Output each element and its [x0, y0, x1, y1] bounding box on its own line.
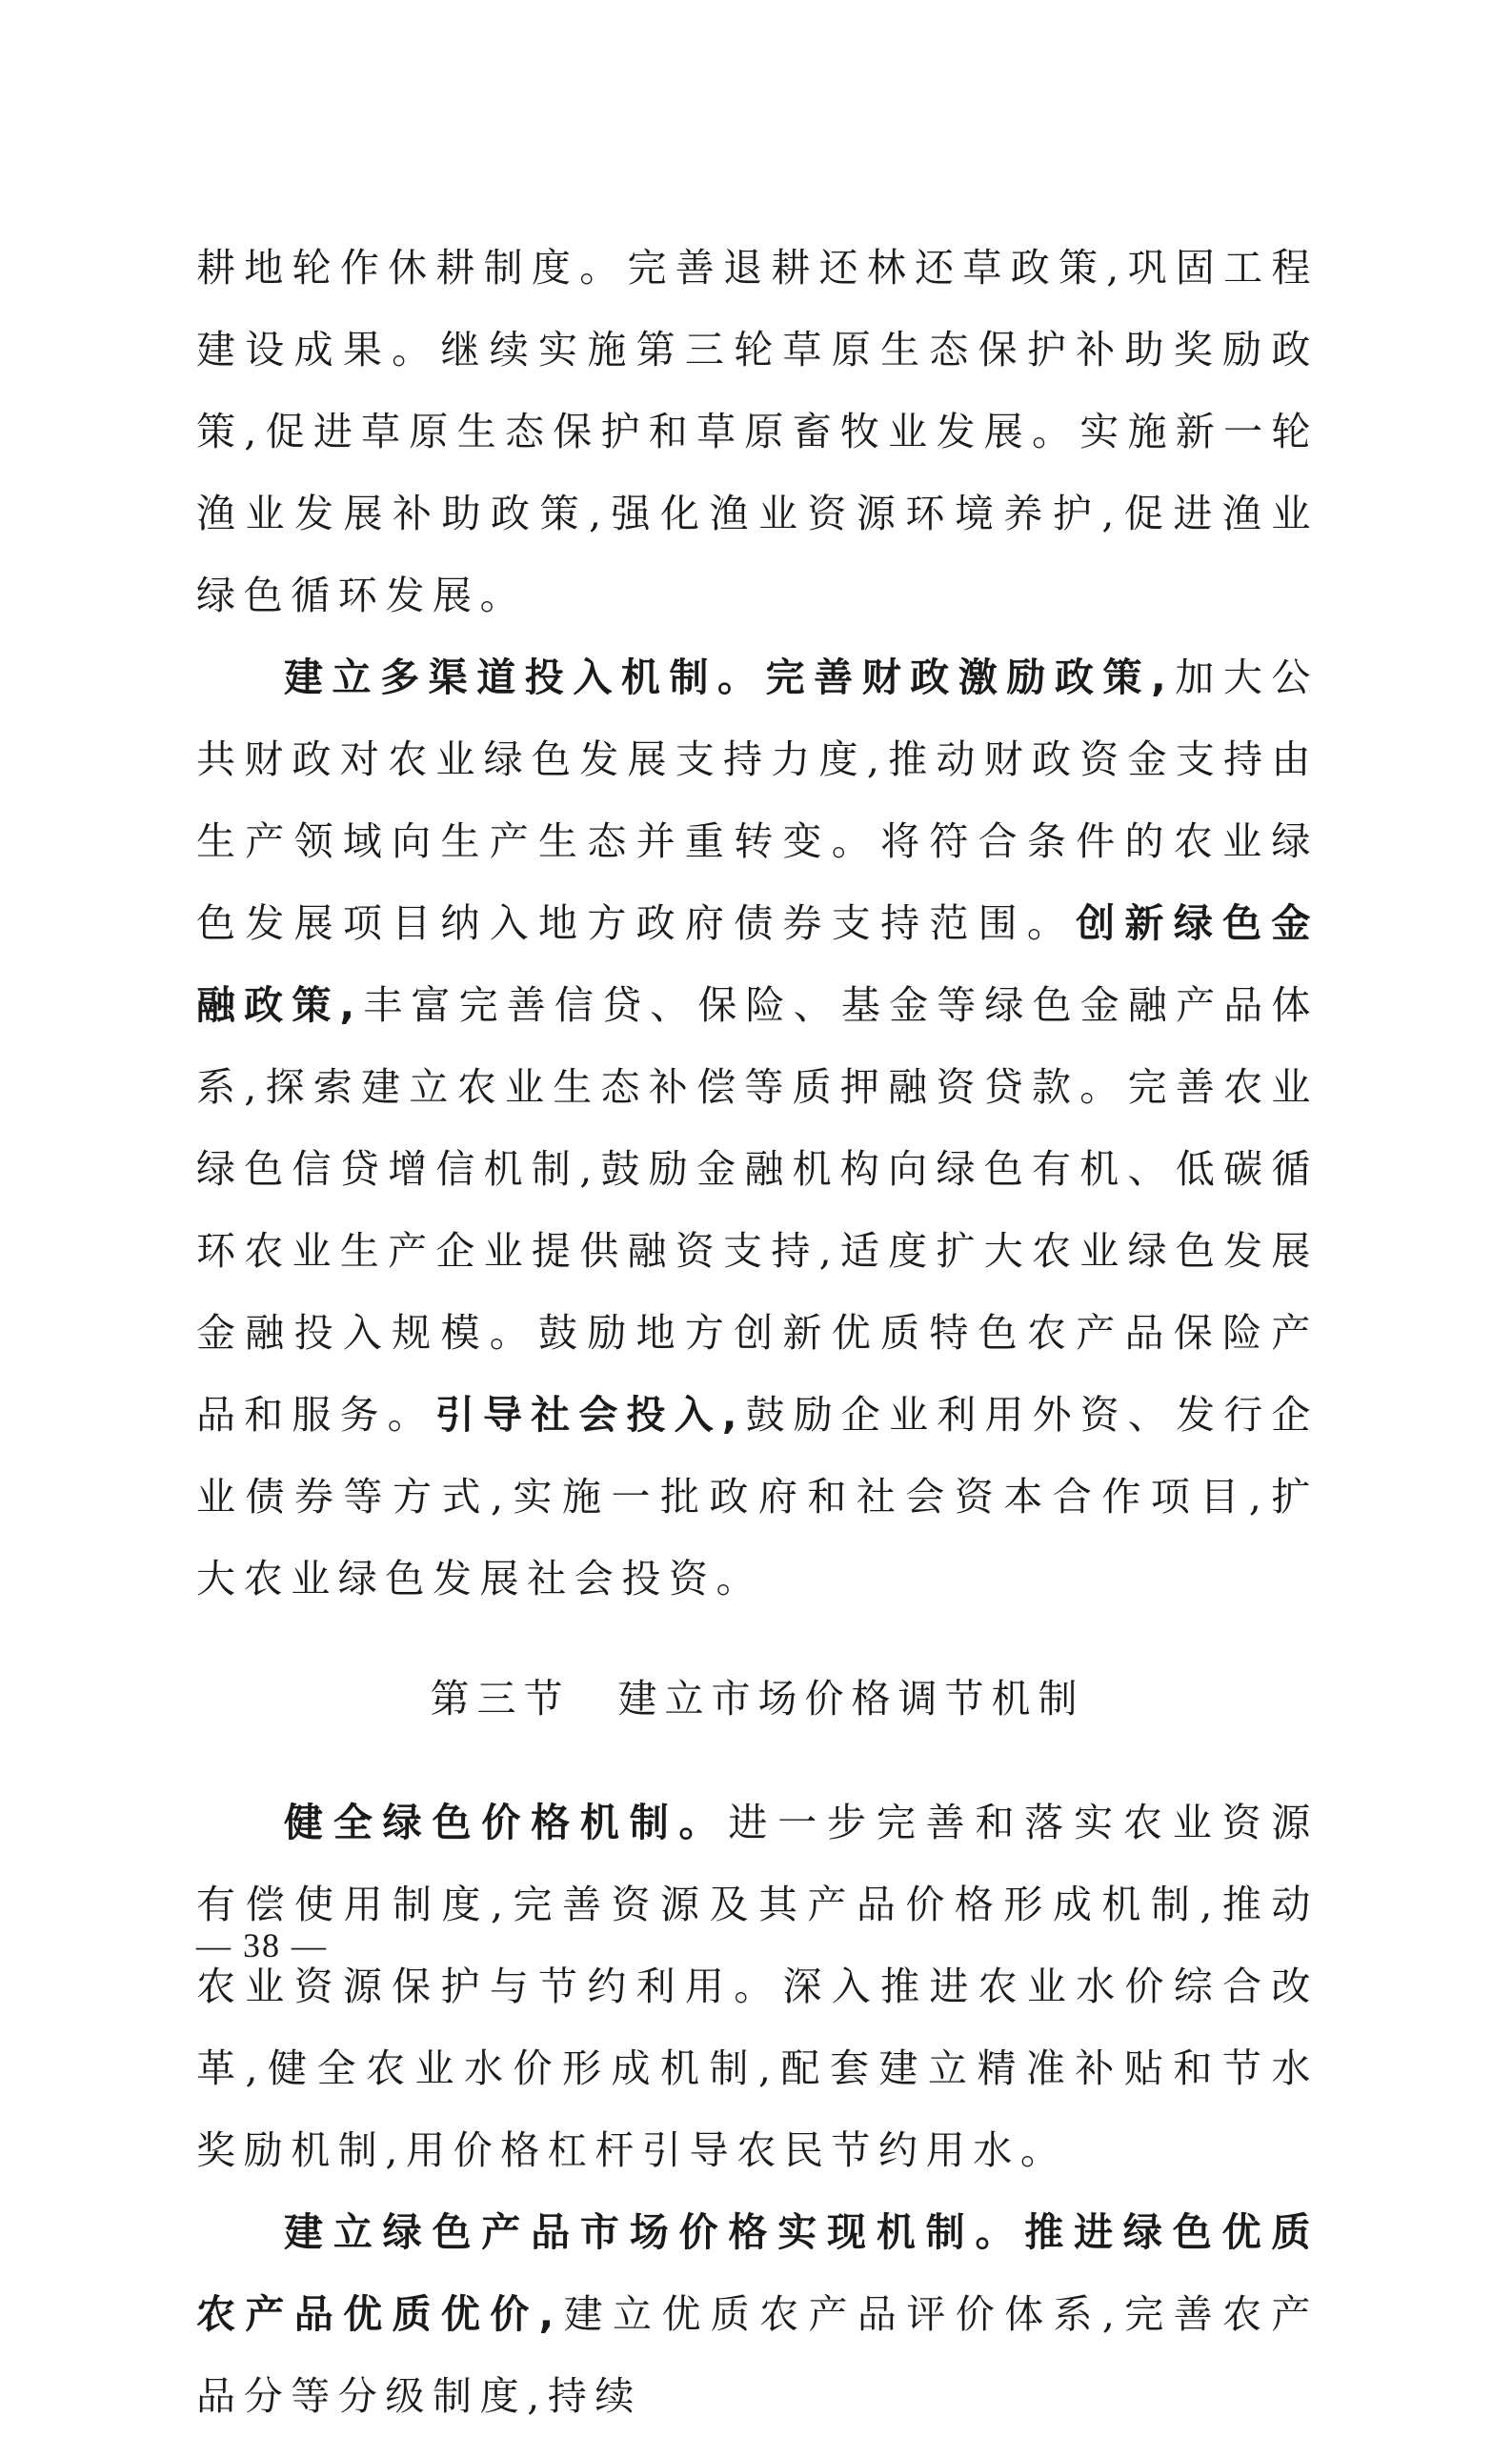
paragraph-2-text-b: 丰富完善信贷、保险、基金等绿色金融产品体系,探索建立农业生态补偿等质押融资贷款。完善农业绿色信贷增信机制,鼓励金融机构向绿色有机、低碳循环农业生产企业提供融资支持,适度扩大农业绿色发展金融投入规模。鼓励地方创新优质特色农产品保险产品和服务。 — [196, 982, 1320, 1438]
paragraph-4-lead-heading: 建立绿色产品市场价格实现机制。推进绿色优质农产品优质优价, — [196, 2209, 1319, 2337]
paragraph-4-text: 建立优质农产品评价体系,完善农产品分等分级制度,持续 — [196, 2291, 1320, 2419]
paragraph-3-lead-heading: 健全绿色价格机制。 — [284, 1800, 729, 1845]
paragraph-2-subheading-green-finance: 创新绿色金融政策, — [196, 900, 1319, 1028]
section-heading — [196, 1620, 1319, 1782]
paragraph-3-text: 进一步完善和落实农业资源有偿使用制度,完善资源及其产品价格形成机制,推动农业资源保护与节约利用。深入推进农业水价综合改革,健全农业水价形成机制,配套建立精准补贴和节水奖励机制,用价格杠杆引导农民节约用水。 — [196, 1800, 1319, 2173]
paragraph-3 — [196, 1782, 1319, 2191]
paragraph-1 — [196, 227, 1319, 636]
paragraph-4 — [196, 2191, 1319, 2437]
paragraph-2-subheading-social-investment: 引导社会投入, — [434, 1392, 746, 1438]
paragraph-2 — [196, 636, 1319, 1620]
paragraph-1-text: 耕地轮作休耕制度。完善退耕还林还草政策,巩固工程建设成果。继续实施第三轮草原生态保护补助奖励政策,促进草原生态保护和草原畜牧业发展。实施新一轮渔业发展补助政策,强化渔业资源环境养护,促进渔业绿色循环发展。 — [196, 245, 1319, 618]
page-number: — 38 — — [196, 1926, 328, 1964]
section-number: 第三节 — [430, 1676, 571, 1722]
section-title: 建立市场价格调节机制 — [617, 1676, 1085, 1722]
paragraph-2-text-c: 鼓励企业利用外资、发行企业债券等方式,实施一批政府和社会资本合作项目,扩大农业绿色发展社会投资。 — [196, 1392, 1320, 1601]
paragraph-2-lead-heading: 建立多渠道投入机制。完善财政激励政策, — [284, 655, 1175, 700]
body-text — [196, 227, 1319, 2437]
paragraph-2-text-a: 加大公共财政对农业绿色发展支持力度,推动财政资金支持由生产领域向生产生态并重转变。将符合条件的农业绿色发展项目纳入地方政府债券支持范围。 — [196, 655, 1319, 946]
